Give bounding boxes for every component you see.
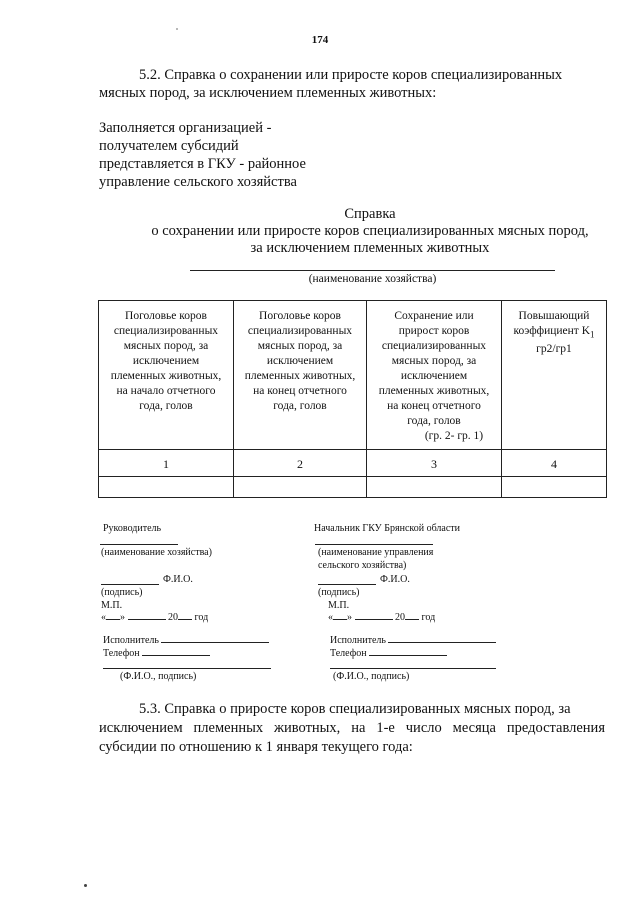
left-executor: Исполнитель [103,635,159,646]
right-executor: Исполнитель [330,635,386,646]
left-date-close: » [120,612,125,623]
right-fio: Ф.И.О. [380,574,410,585]
right-stamp: М.П. [328,600,350,611]
right-executor-line [330,634,496,647]
livestock-table [98,300,607,498]
right-phone: Телефон [330,648,367,659]
header-note-3: (гр. 2- гр. 1) [424,430,484,442]
right-fio-line [318,584,376,585]
right-year-prefix: 20 [395,612,405,623]
right-signature-caption: (подпись) [318,587,360,598]
left-farm-line [100,544,178,545]
blank-cell-3[interactable] [367,477,502,498]
right-phone-line [330,647,447,660]
header-cell-1 [99,301,234,450]
page-number: 174 [311,34,329,46]
table-number-row [99,450,607,477]
right-dept-line [315,544,433,545]
section-5-2-heading-line1: 5.2. Справка о сохранении или приросте коров специализированных [139,67,563,83]
left-fio: Ф.И.О. [163,574,193,585]
section-5-3-line1-wrap [99,700,605,718]
left-year-suffix: год [194,612,209,623]
doc-subtitle-line2: за исключением племенных животных [250,240,490,256]
doc-title: Справка [344,206,396,222]
doc-subtitle-line1: о сохранении или приросте коров специализированных мясных пород, [151,223,589,239]
section-5-3-line1: 5.3. Справка о приросте коров специализированных мясных пород, за [139,701,571,717]
header-text-3: Сохранение или прирост коров специализированных мясных пород, за исключением племенных животных, на конец отчетного года, голов [378,310,490,427]
left-date-open: « [101,612,106,623]
header-cell-3 [367,301,502,450]
header-text-4-main: Повышающий коэффициент K [513,310,591,337]
fill-note-line1: Заполняется организацией - [99,120,272,136]
fill-note-line2: получателем субсидий [99,138,239,154]
table-blank-row [99,477,607,498]
left-date-line [101,611,208,624]
right-fio-signature-caption: (Ф.И.О., подпись) [333,671,410,682]
column-number-1: 1 [99,450,234,477]
scan-speck [176,28,178,30]
header-cell-4 [502,301,607,450]
table-header-row [99,301,607,450]
section-5-3-line2: исключением племенных животных, на 1-е число месяца предоставления [99,720,605,736]
scan-speck [84,884,87,887]
left-stamp: М.П. [101,600,123,611]
right-date-open: « [328,612,333,623]
section-5-2-heading [99,66,605,84]
column-number-3: 3 [367,450,502,477]
section-5-3-line3: субсидии по отношению к 1 января текущего года: [99,739,413,755]
header-cell-2 [234,301,367,450]
right-dept-caption-line2: сельского хозяйства) [318,560,407,571]
blank-cell-2[interactable] [234,477,367,498]
left-fio-signature-line [103,668,271,669]
right-year-suffix: год [421,612,436,623]
left-role: Руководитель [103,523,162,534]
header-text-4-sub: 1 [590,329,595,340]
section-5-2-heading-line2: мясных пород, за исключением племенных животных: [99,85,437,101]
header-text-4 [504,309,604,342]
right-fio-signature-line [330,668,496,669]
left-signature-caption: (подпись) [101,587,143,598]
right-date-close: » [347,612,352,623]
right-date-line [328,611,435,624]
column-number-2: 2 [234,450,367,477]
blank-cell-1[interactable] [99,477,234,498]
left-phone-line [103,647,210,660]
header-formula-4: гр2/гр1 [536,343,572,356]
left-fio-line [101,584,159,585]
fill-note-line4: управление сельского хозяйства [99,174,297,190]
left-executor-line [103,634,269,647]
blank-cell-4[interactable] [502,477,607,498]
left-farm-caption: (наименование хозяйства) [101,547,212,558]
right-role: Начальник ГКУ Брянской области [314,523,461,534]
header-text-2: Поголовье коров специализированных мясных пород, за исключением племенных животных, на конец отчетного года, голов [244,310,356,412]
right-dept-caption-line1: (наименование управления [318,547,434,558]
farm-name-line [190,270,555,271]
fill-note-line3: представляется в ГКУ - районное [99,156,306,172]
column-number-4: 4 [502,450,607,477]
left-year-prefix: 20 [168,612,178,623]
left-phone: Телефон [103,648,140,659]
header-text-1: Поголовье коров специализированных мясных пород, за исключением племенных животных, на начало отчетного года, голов [110,310,222,412]
left-fio-signature-caption: (Ф.И.О., подпись) [120,671,197,682]
farm-name-caption: (наименование хозяйства) [308,273,437,285]
